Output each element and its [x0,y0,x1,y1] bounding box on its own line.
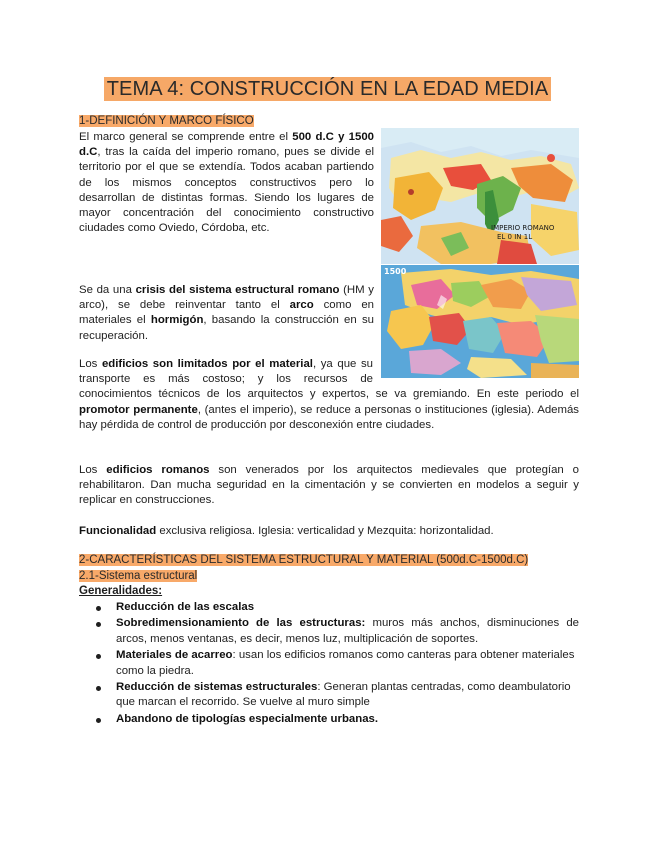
bullet-bold: Sobredimensionamiento de las estructuras: [116,617,366,630]
p1-text-1: El marco general se comprende entre el [79,131,293,143]
map2-label: 1500 [384,267,407,276]
list-item [79,600,579,615]
page-title: TEMA 4: CONSTRUCCIÓN EN LA EDAD MEDIA [104,77,552,101]
p2-text-4: , basando la construcción en su recuperación. [79,314,374,342]
bullet-bold: Reducción de sistemas estructurales [116,681,318,694]
p4-text-2: son venerados por los arquitectos medievales que protegían o rehabilitaron. Dan mucha seguridad en la cimentación y se convierten en modelos a seguir y replicar en construcciones. [79,464,580,507]
bullet-bold: Materiales de acarreo [116,649,233,662]
bullet-icon [96,686,101,691]
p2-bold-1: crisis del sistema estructural romano [135,284,340,296]
paragraph-funcionalidad [79,524,584,539]
list-item [79,616,579,647]
section-heading-1-text: 1-DEFINICIÓN Y MARCO FÍSICO [79,115,254,127]
europe-1500-map-image [381,265,579,378]
p2-text-2: (HM y arco), se debe reinventar tanto el [79,284,374,312]
bullet-icon [96,622,101,627]
title-container [0,77,655,101]
subsection-heading [79,569,197,583]
p4-text-1: Los [79,464,107,476]
roman-empire-map-image [381,128,579,264]
section-heading-2-text: 2-CARACTERÍSTICAS DEL SISTEMA ESTRUCTURAL Y MATERIAL (500d.C-1500d.C) [79,554,529,566]
section-heading-2 [79,553,528,567]
p1-text-2: , tras la caída del imperio romano, pues se divide el territorio por el que se extendía. Todos acaban partiendo de los mismos conceptos constructivos pero lo desarrollan de distintas formas. Siendo los lugares de mayor concentración del conocimiento constructivo ciudades como Oviedo, Córdoba, etc. [79,146,374,235]
list-item [79,712,579,727]
bullet-icon [96,718,101,723]
paragraph-romanos [79,463,579,509]
bullet-text: : usan los edificios romanos como canteras para obtener materiales como la piedra. [116,649,575,677]
p5-bold-1: Funcionalidad [79,525,157,537]
bullet-text: : Generan plantas centradas, como deambulatorio que marcan el recorrido. Se vuelve al muro simple [116,681,571,709]
p3-text-1: Los [79,358,102,370]
list-item [79,648,579,679]
roman-empire-map [381,128,579,264]
europe-1500-map [381,265,579,378]
maps-column [381,128,579,378]
subsection-heading-text: 2.1-Sistema estructural [79,570,198,582]
generalities-label: Generalidades: [79,585,163,597]
bullet-icon [96,606,101,611]
paragraph-crisis [79,283,374,344]
list-item [79,680,579,711]
section-heading-1 [79,114,254,128]
p2-bold-2: arco [289,299,314,312]
p2-text-3: como en materiales el [79,299,374,327]
p3-text-3: , (antes el imperio), se reduce a personas o instituciones (iglesia). Además hay pérdida de control de producción por desconexión entre ciudades. [79,403,580,431]
p1-bold-dates: 500 d.C y 1500 d.C [79,131,374,159]
map1-label-line2: EL 0 IN 1L [497,233,533,241]
p2-text-1: Se da una [79,284,136,296]
p3-bold-1: edificios son limitados por el material [101,358,313,370]
bullet-icon [96,654,101,659]
paragraph-marco-general [79,130,374,236]
generalities-list [79,600,579,728]
bullet-text: muros más anchos, disminuciones de arcos, menos ventanas, es decir, menos luz, multiplicación de soportes. [116,617,579,645]
p2-bold-3: hormigón [150,314,204,327]
map1-label-line1: IMPERIO ROMANO [491,224,555,232]
p3-bold-2: promotor permanente [79,403,198,416]
p5-text-1: exclusiva religiosa. Iglesia: verticalidad y Mezquita: horizontalidad. [156,525,494,537]
p4-bold-1: edificios romanos [106,464,210,476]
bullet-bold: Abandono de tipologías especialmente urbanas. [116,712,379,725]
bullet-bold: Reducción de las escalas [116,601,255,613]
p3-text-2: , ya que su transporte es más costoso; y los recursos de conocimientos técnicos de los arquitectos y expertos, se va gremiando. En este periodo el [79,358,579,401]
